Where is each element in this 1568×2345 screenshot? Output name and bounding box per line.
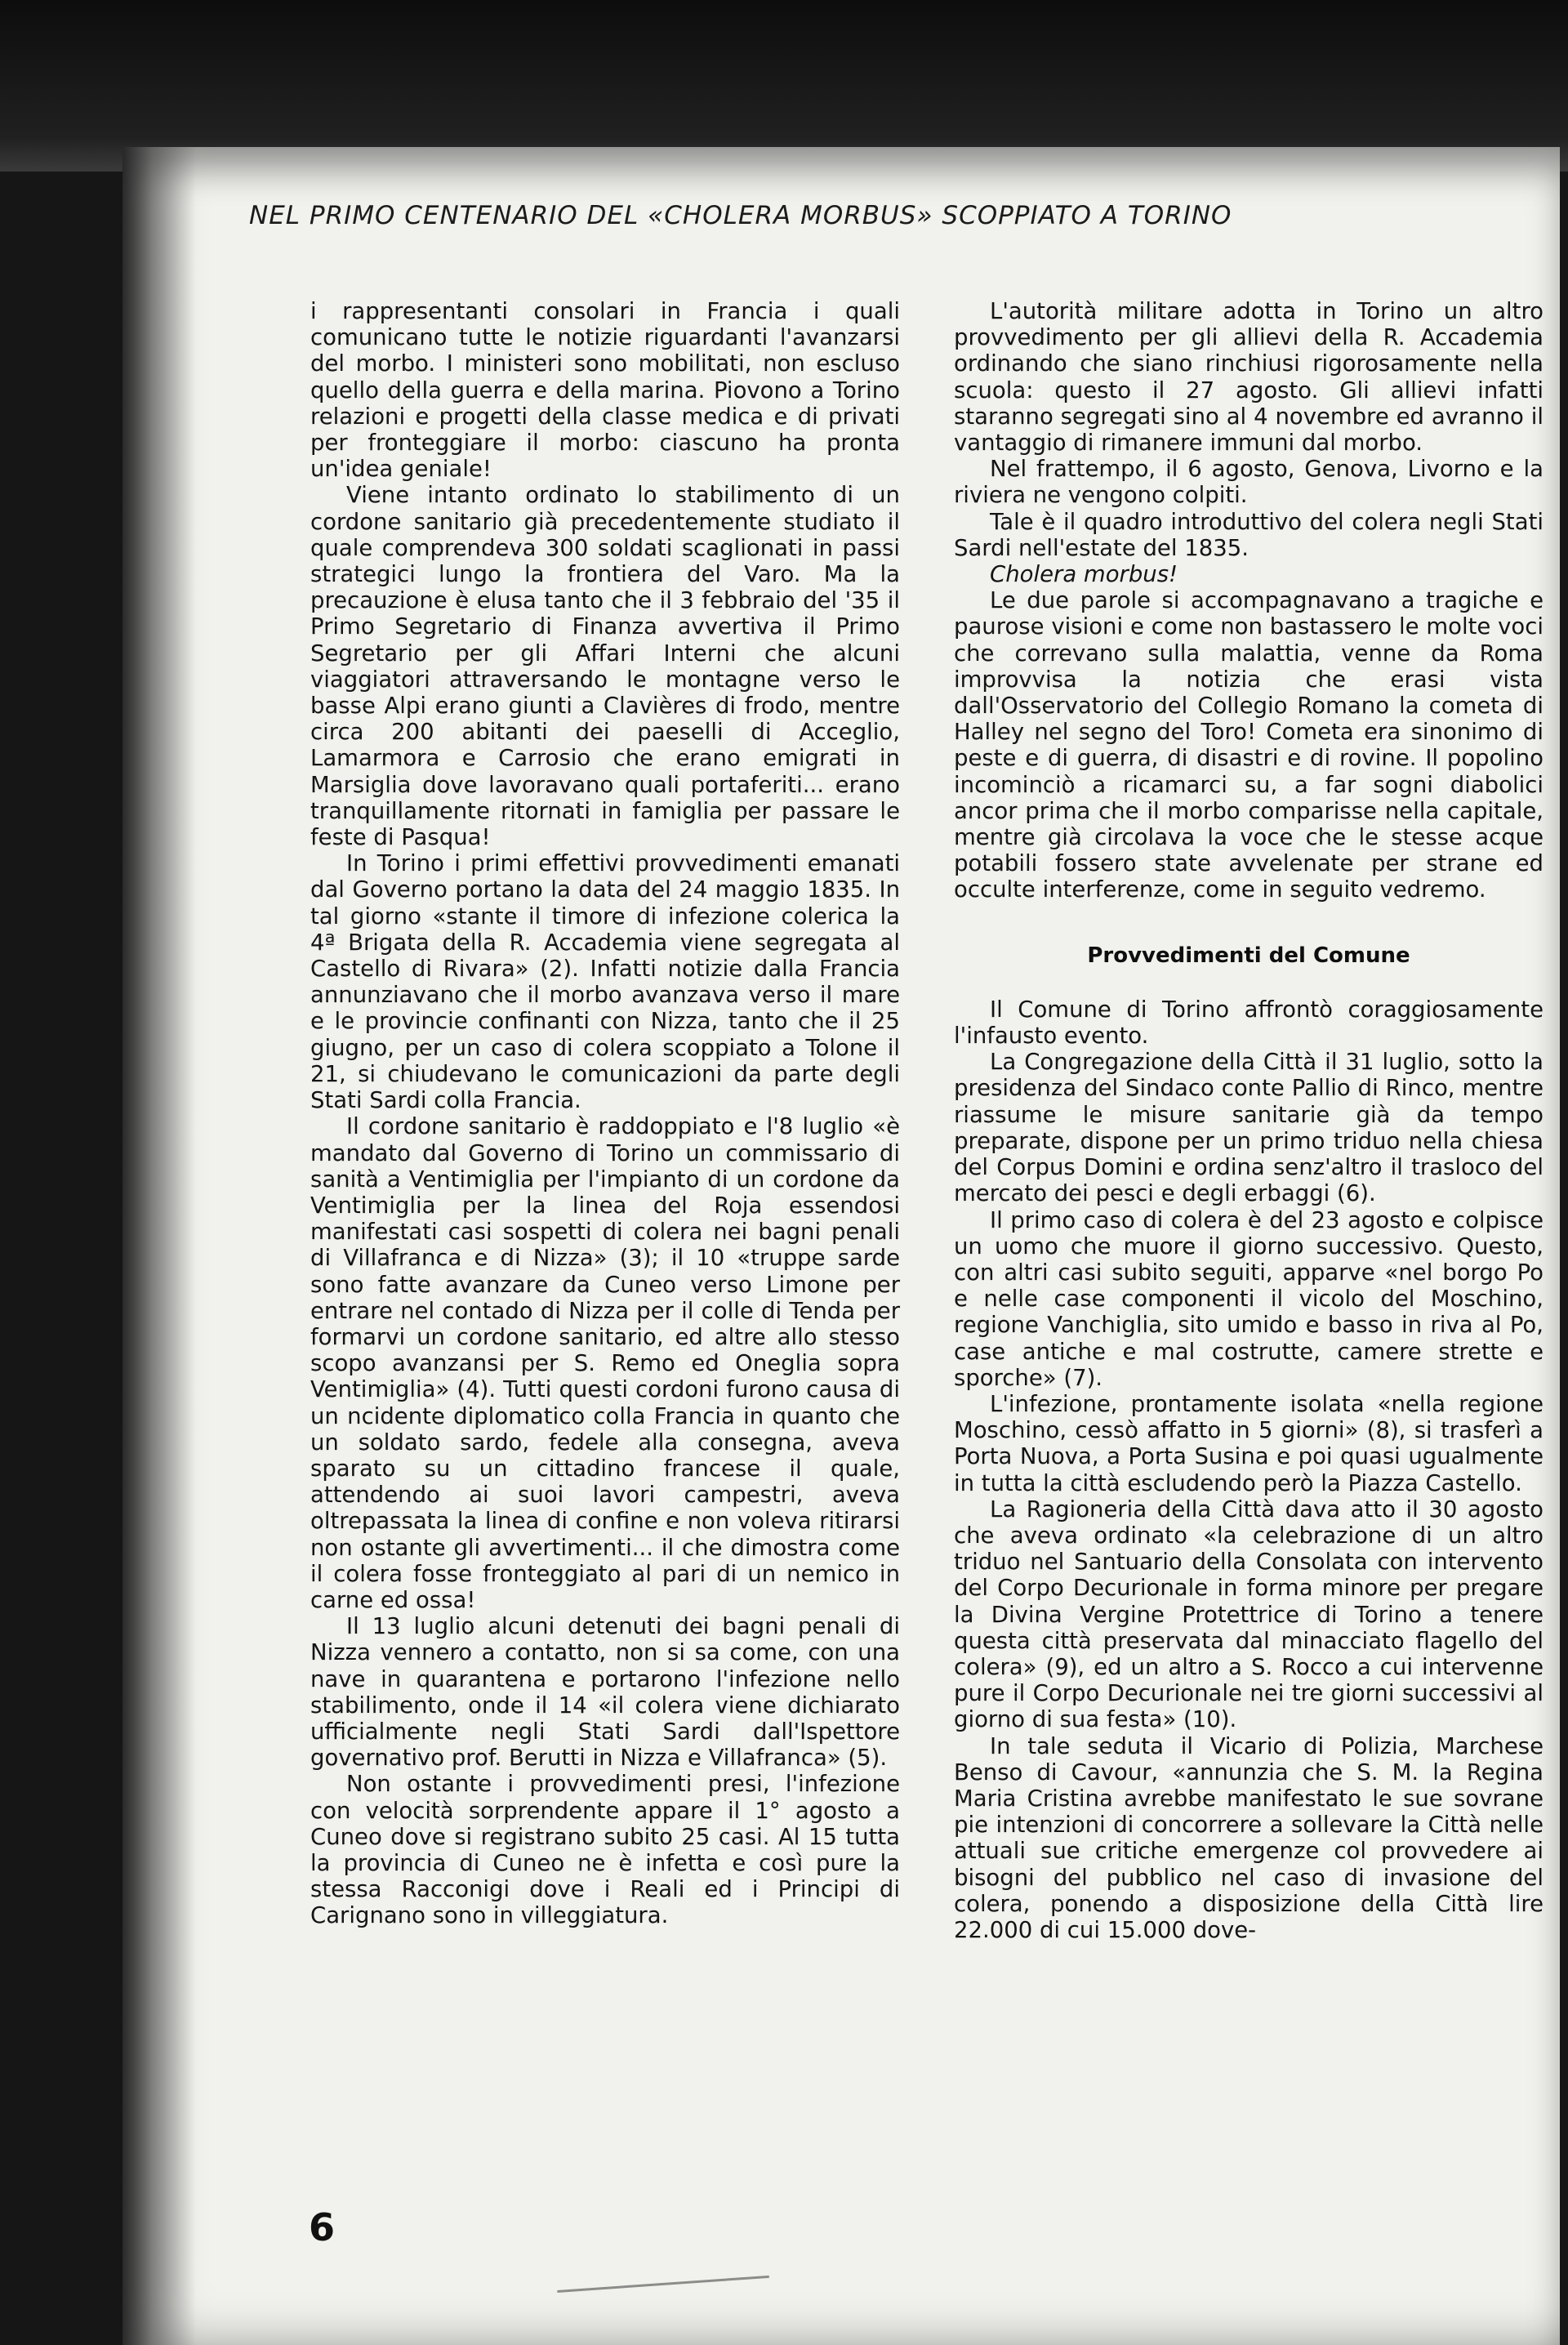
running-title: NEL PRIMO CENTENARIO DEL «CHOLERA MORBUS» SCOPPIATO A TORINO <box>249 201 1232 230</box>
left-paragraph-4: Il cordone sanitario è raddoppiato e l'8 luglio «è mandato dal Governo di Torino un commissario di sanità a Ventimiglia per l'impianto di un cordone da Ventimiglia per la linea del Roja essendosi manifestati casi sospetti di colera nei bagni penali di Villafranca e di Nizza» (3); il 10 «truppe sarde sono fatte avanzare da Cuneo verso Limone per entrare nel contado di Nizza per il colle di Tenda per formarvi un cordone sanitario, ed altre allo stesso scopo avanzansi per S. Remo ed Oneglia sopra Ventimiglia» (4). Tutti questi cordoni furono causa di un ncidente diplomatico colla Francia in quanto che un soldato sardo, fedele alla consegna, aveva sparato su un cittadino francese il quale, attendendo ai suoi lavori campestri, aveva oltrepassata la linea di confine e non voleva ritirarsi non ostante gli avvertimenti... il che dimostra come il colera fosse fronteggiato al pari di un nemico in carne ed ossa! <box>310 1113 900 1613</box>
left-paragraph-3: In Torino i primi effettivi provvedimenti emanati dal Governo portano la data del 24 maggio 1835. In tal giorno «stante il timore di infezione colerica la 4ª Brigata della R. Accademia viene segregata al Castello di Rivara» (2). Infatti notizie dalla Francia annunziavano che il morbo avanzava verso il mare e le provincie confinanti con Nizza, tanto che il 25 giugno, per un caso di colera scoppiato a Tolone il 21, si chiudevano le comunicazioni da parte degli Stati Sardi colla Francia. <box>310 850 900 1114</box>
right-paragraph-2: Nel frattempo, il 6 agosto, Genova, Livorno e la riviera ne vengono colpiti. <box>954 456 1544 509</box>
left-column <box>310 298 900 1929</box>
right-paragraph-3: Tale è il quadro introduttivo del colera negli Stati Sardi nell'estate del 1835. <box>954 508 1544 561</box>
right-paragraph-4: Le due parole si accompagnavano a tragiche e paurose visioni e come non bastassero le molte voci che correvano sulla malattia, venne da Roma improvvisa la notizia che erasi vista dall'Osservatorio del Collegio Romano la cometa di Halley nel segno del Toro! Cometa era sinonimo di peste e di guerra, di disastri e di rovine. Il popolino incominciò a ricamarci su, a far sogni diabolici ancor prima che il morbo comparisse nella capitale, mentre già circolava la voce che le stesse acque potabili fossero state avvelenate per strane ed occulte interferenze, come in seguito vedremo. <box>954 587 1544 903</box>
section-paragraph-5: La Ragioneria della Città dava atto il 30 agosto che aveva ordinato «la celebrazione di un altro triduo nel Santuario della Consolata con intervento del Corpo Decurionale in forma minore per pregare la Divina Vergine Protettrice di Torino a tenere questa città preservata dal minacciato flagello del colera» (9), ed un altro a S. Rocco a cui intervenne pure il Corpo Decurionale nei tre giorni successivi al giorno di sua festa» (10). <box>954 1496 1544 1733</box>
left-paragraph-2: Viene intanto ordinato lo stabilimento di un cordone sanitario già precedentemente studiato il quale comprendeva 300 soldati scaglionati in passi strategici lungo la frontiera del Varo. Ma la precauzione è elusa tanto che il 3 febbraio del '35 il Primo Segretario di Finanza avvertiva il Primo Segretario per gli Affari Interni che alcuni viaggiatori attraversando le montagne verso le basse Alpi erano giunti a Clavières di frodo, mentre circa 200 abitanti dei paeselli di Acceglio, Lamarmora e Carrosio che erano emigrati in Marsiglia dove lavoravano quali portaferiti... erano tranquillamente ritornati in famiglia per passare le feste di Pasqua! <box>310 482 900 851</box>
page-number: 6 <box>309 2205 336 2249</box>
section-paragraph-2: La Congregazione della Città il 31 luglio, sotto la presidenza del Sindaco conte Pallio di Rinco, mentre riassume le misure sanitarie già da tempo preparate, dispone per un primo triduo nella chiesa del Corpus Domini e ordina senz'altro il trasloco del mercato dei pesci e degli erbaggi (6). <box>954 1049 1544 1207</box>
left-paragraph-5: Il 13 luglio alcuni detenuti dei bagni penali di Nizza vennero a contatto, non si sa come, con una nave in quarantena e portarono l'infezione nello stabilimento, onde il 14 «il colera viene dichiarato ufficialmente negli Stati Sardi dall'Ispettore governativo prof. Berutti in Nizza e Villafranca» (5). <box>310 1613 900 1772</box>
section-heading: Provvedimenti del Comune <box>1087 943 1410 968</box>
section-paragraph-4: L'infezione, prontamente isolata «nella regione Moschino, cessò affatto in 5 giorni» (8), si trasferì a Porta Nuova, a Porta Susina e poi quasi ugualmente in tutta la città escludendo però la Piazza Castello. <box>954 1390 1544 1496</box>
section-paragraph-3: Il primo caso di colera è del 23 agosto e colpisce un uomo che muore il giorno successivo. Questo, con altri casi subito seguiti, apparve «nel borgo Po e nelle case componenti il vicolo del Moschino, regione Vanchiglia, sito umido e basso in riva al Po, case antiche e mal costrutte, camere strette e sporche» (7). <box>954 1206 1544 1391</box>
italic-exclamation: Cholera morbus! <box>990 561 1178 588</box>
page-gutter-shadow <box>122 147 196 2345</box>
section-paragraph-1: Il Comune di Torino affrontò coraggiosamente l'infausto evento. <box>954 996 1544 1050</box>
scan-dark-border <box>0 0 1568 172</box>
section-paragraph-6: In tale seduta il Vicario di Polizia, Marchese Benso di Cavour, «annunzia che S. M. la Regina Maria Cristina avrebbe manifestato le sue sovrane pie intenzioni di concorrere a sollevare la Città nelle attuali sue critiche emergenze col provvedere ai bisogni del pubblico nel caso di invasione del colera, ponendo a disposizione della Città lire 22.000 di cui 15.000 dove- <box>954 1732 1544 1943</box>
right-column <box>954 298 1544 1943</box>
left-paragraph-1: i rappresentanti consolari in Francia i quali comunicano tutte le notizie riguardanti l'avanzarsi del morbo. I ministeri sono mobilitati, non escluso quello della guerra e della marina. Piovono a Torino relazioni e progetti della classe medica e di privati per fronteggiare il morbo: ciascuno ha pronta un'idea geniale! <box>310 298 900 483</box>
left-paragraph-6: Non ostante i provvedimenti presi, l'infezione con velocità sorprendente appare il 1° agosto a Cuneo dove si registrano subito 25 casi. Al 15 tutta la provincia di Cuneo ne è infetta e così pure la stessa Racconigi dove i Reali ed i Principi di Carignano sono in villeggiatura. <box>310 1771 900 1929</box>
right-paragraph-1: L'autorità militare adotta in Torino un altro provvedimento per gli allievi della R. Accademia ordinando che siano rinchiusi rigorosamente nella scuola: questo il 27 agosto. Gli allievi infatti staranno segregati sino al 4 novembre ed avranno il vantaggio di rimanere immuni dal morbo. <box>954 298 1544 457</box>
